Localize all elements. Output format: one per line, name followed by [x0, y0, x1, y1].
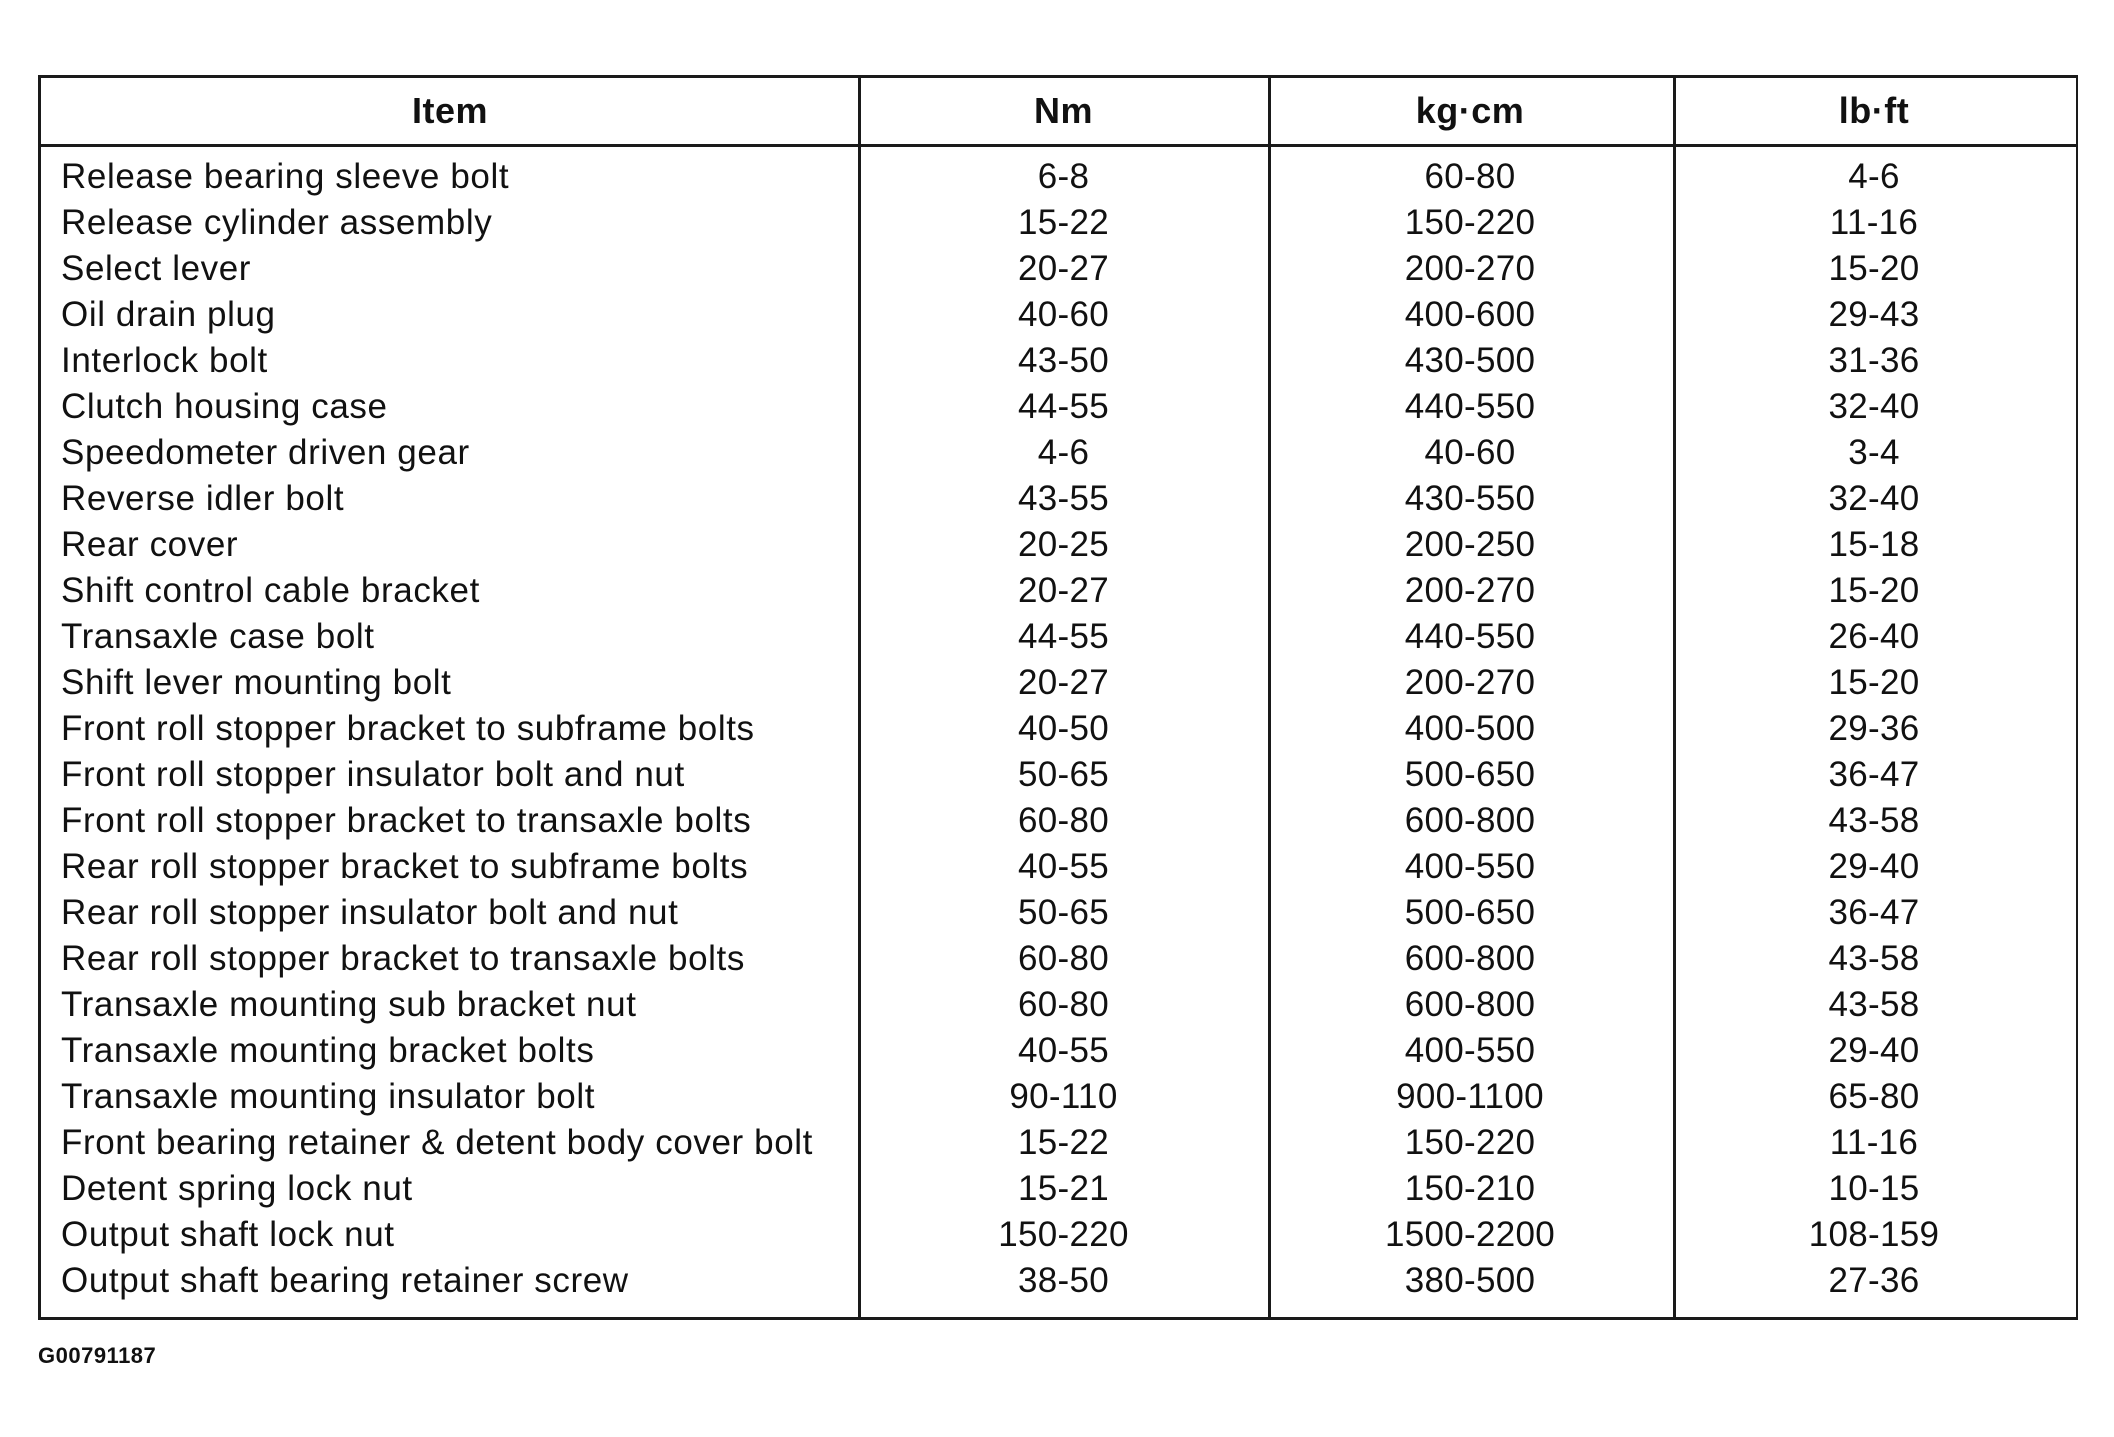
item-cell: Transaxle mounting insulator bolt [61, 1077, 596, 1116]
table-row [41, 522, 2076, 568]
table-row [41, 798, 2076, 844]
item-cell: Output shaft bearing retainer screw [61, 1261, 629, 1300]
table-row [41, 752, 2076, 798]
kg-cm-cell: 150-210 [1404, 1169, 1536, 1208]
nm-cell: 43-55 [1017, 479, 1110, 518]
table-row [41, 292, 2076, 338]
item-cell: Detent spring lock nut [61, 1169, 413, 1208]
item-cell: Rear cover [61, 525, 239, 564]
nm-cell: 44-55 [1017, 387, 1110, 426]
lb-ft-cell: 4-6 [1848, 157, 1900, 196]
kg-cm-cell: 400-550 [1404, 1031, 1536, 1070]
item-cell: Shift control cable bracket [61, 571, 480, 610]
item-cell: Reverse idler bolt [61, 479, 345, 518]
nm-cell: 150-220 [998, 1215, 1129, 1254]
lb-ft-cell: 15-20 [1828, 663, 1920, 702]
figure-id: G00791187 [38, 1343, 157, 1368]
nm-cell: 15-22 [1017, 1123, 1110, 1162]
table-row [41, 1074, 2076, 1120]
item-cell: Front roll stopper bracket to subframe bolts [61, 709, 755, 748]
lb-ft-cell: 29-43 [1828, 295, 1920, 334]
table-row [41, 660, 2076, 706]
table-body [41, 154, 2076, 1304]
table-row [41, 476, 2076, 522]
nm-cell: 4-6 [1037, 433, 1090, 472]
kg-cm-cell: 430-500 [1404, 341, 1536, 380]
kg-cm-cell: 200-250 [1404, 525, 1536, 564]
item-cell: Clutch housing case [61, 387, 388, 426]
lb-ft-cell: 15-20 [1828, 571, 1920, 610]
nm-cell: 60-80 [1017, 939, 1110, 978]
kg-cm-cell: 150-220 [1404, 1123, 1536, 1162]
item-cell: Rear roll stopper bracket to transaxle bolts [61, 939, 745, 978]
lb-ft-cell: 43-58 [1828, 801, 1920, 840]
table-row [41, 1120, 2076, 1166]
kg-cm-cell: 200-270 [1404, 249, 1536, 288]
kg-cm-cell: 400-600 [1404, 295, 1536, 334]
lb-ft-cell: 3-4 [1848, 433, 1900, 472]
nm-cell: 15-21 [1017, 1169, 1110, 1208]
table-row [41, 154, 2076, 200]
kg-cm-cell: 600-800 [1404, 801, 1536, 840]
nm-cell: 43-50 [1017, 341, 1110, 380]
item-cell: Release cylinder assembly [61, 203, 493, 242]
lb-ft-cell: 32-40 [1828, 479, 1920, 518]
lb-ft-cell: 32-40 [1828, 387, 1920, 426]
lb-ft-cell: 43-58 [1828, 985, 1920, 1024]
header-lb-ft: lb·ft [1838, 90, 1910, 131]
nm-cell: 38-50 [1017, 1261, 1110, 1300]
nm-cell: 50-65 [1017, 755, 1110, 794]
kg-cm-cell: 600-800 [1404, 985, 1536, 1024]
item-cell: Rear roll stopper bracket to subframe bolts [61, 847, 749, 886]
lb-ft-cell: 15-18 [1828, 525, 1920, 564]
lb-ft-cell: 108-159 [1808, 1215, 1940, 1254]
nm-cell: 40-55 [1017, 847, 1110, 886]
item-cell: Oil drain plug [61, 295, 276, 334]
header-kg-cm: kg·cm [1415, 90, 1525, 131]
lb-ft-cell: 29-40 [1828, 1031, 1920, 1070]
lb-ft-cell: 43-58 [1828, 939, 1920, 978]
item-cell: Speedometer driven gear [61, 433, 470, 472]
item-cell: Rear roll stopper insulator bolt and nut [61, 893, 679, 932]
item-cell: Front bearing retainer & detent body cover bolt [61, 1123, 813, 1162]
lb-ft-cell: 29-40 [1828, 847, 1920, 886]
item-cell: Front roll stopper insulator bolt and nut [61, 755, 685, 794]
item-cell: Select lever [61, 249, 252, 288]
lb-ft-cell: 11-16 [1829, 203, 1919, 242]
kg-cm-cell: 380-500 [1404, 1261, 1536, 1300]
lb-ft-cell: 65-80 [1828, 1077, 1920, 1116]
kg-cm-cell: 440-550 [1404, 617, 1536, 656]
nm-cell: 20-27 [1017, 249, 1110, 288]
table-header-row [41, 78, 2076, 147]
nm-cell: 40-50 [1017, 709, 1110, 748]
item-cell: Shift lever mounting bolt [61, 663, 452, 702]
header-item: Item [411, 90, 488, 131]
nm-cell: 60-80 [1017, 801, 1110, 840]
lb-ft-cell: 15-20 [1828, 249, 1920, 288]
table-row [41, 1028, 2076, 1074]
nm-cell: 90-110 [1009, 1077, 1118, 1116]
nm-cell: 15-22 [1017, 203, 1110, 242]
kg-cm-cell: 500-650 [1404, 755, 1536, 794]
kg-cm-cell: 1500-2200 [1384, 1215, 1556, 1254]
lb-ft-cell: 10-15 [1828, 1169, 1920, 1208]
kg-cm-cell: 40-60 [1424, 433, 1516, 472]
header-nm: Nm [1033, 90, 1093, 131]
kg-cm-cell: 200-270 [1404, 571, 1536, 610]
nm-cell: 40-55 [1017, 1031, 1110, 1070]
table-row [41, 430, 2076, 476]
kg-cm-cell: 440-550 [1404, 387, 1536, 426]
nm-cell: 50-65 [1017, 893, 1110, 932]
table-row [41, 384, 2076, 430]
kg-cm-cell: 400-550 [1404, 847, 1536, 886]
kg-cm-cell: 200-270 [1404, 663, 1536, 702]
table-row [41, 936, 2076, 982]
table-row [41, 706, 2076, 752]
table-row [41, 1166, 2076, 1212]
torque-spec-table [38, 75, 2078, 1320]
kg-cm-cell: 500-650 [1404, 893, 1536, 932]
lb-ft-cell: 36-47 [1828, 893, 1920, 932]
table-row [41, 1258, 2076, 1304]
kg-cm-cell: 900-1100 [1396, 1077, 1544, 1116]
table-row [41, 200, 2076, 246]
lb-ft-cell: 26-40 [1828, 617, 1920, 656]
nm-cell: 6-8 [1037, 157, 1090, 196]
nm-cell: 60-80 [1017, 985, 1110, 1024]
table-row [41, 890, 2076, 936]
item-cell: Transaxle mounting sub bracket nut [61, 985, 637, 1024]
kg-cm-cell: 60-80 [1424, 157, 1516, 196]
kg-cm-cell: 600-800 [1404, 939, 1536, 978]
lb-ft-cell: 31-36 [1828, 341, 1920, 380]
item-cell: Front roll stopper bracket to transaxle bolts [61, 801, 752, 840]
nm-cell: 44-55 [1017, 617, 1110, 656]
table-row [41, 844, 2076, 890]
lb-ft-cell: 29-36 [1828, 709, 1920, 748]
item-cell: Interlock bolt [61, 341, 268, 380]
item-cell: Output shaft lock nut [61, 1215, 395, 1254]
nm-cell: 20-27 [1017, 663, 1110, 702]
kg-cm-cell: 400-500 [1404, 709, 1536, 748]
kg-cm-cell: 150-220 [1404, 203, 1536, 242]
kg-cm-cell: 430-550 [1404, 479, 1536, 518]
item-cell: Transaxle case bolt [61, 617, 375, 656]
table-row [41, 568, 2076, 614]
nm-cell: 40-60 [1017, 295, 1110, 334]
table-row [41, 1212, 2076, 1258]
nm-cell: 20-25 [1017, 525, 1110, 564]
item-cell: Release bearing sleeve bolt [61, 157, 510, 196]
lb-ft-cell: 36-47 [1828, 755, 1920, 794]
item-cell: Transaxle mounting bracket bolts [61, 1031, 595, 1070]
lb-ft-cell: 27-36 [1828, 1261, 1920, 1300]
table-row [41, 246, 2076, 292]
table-row [41, 614, 2076, 660]
nm-cell: 20-27 [1017, 571, 1110, 610]
lb-ft-cell: 11-16 [1829, 1123, 1919, 1162]
table-row [41, 338, 2076, 384]
table-row [41, 982, 2076, 1028]
